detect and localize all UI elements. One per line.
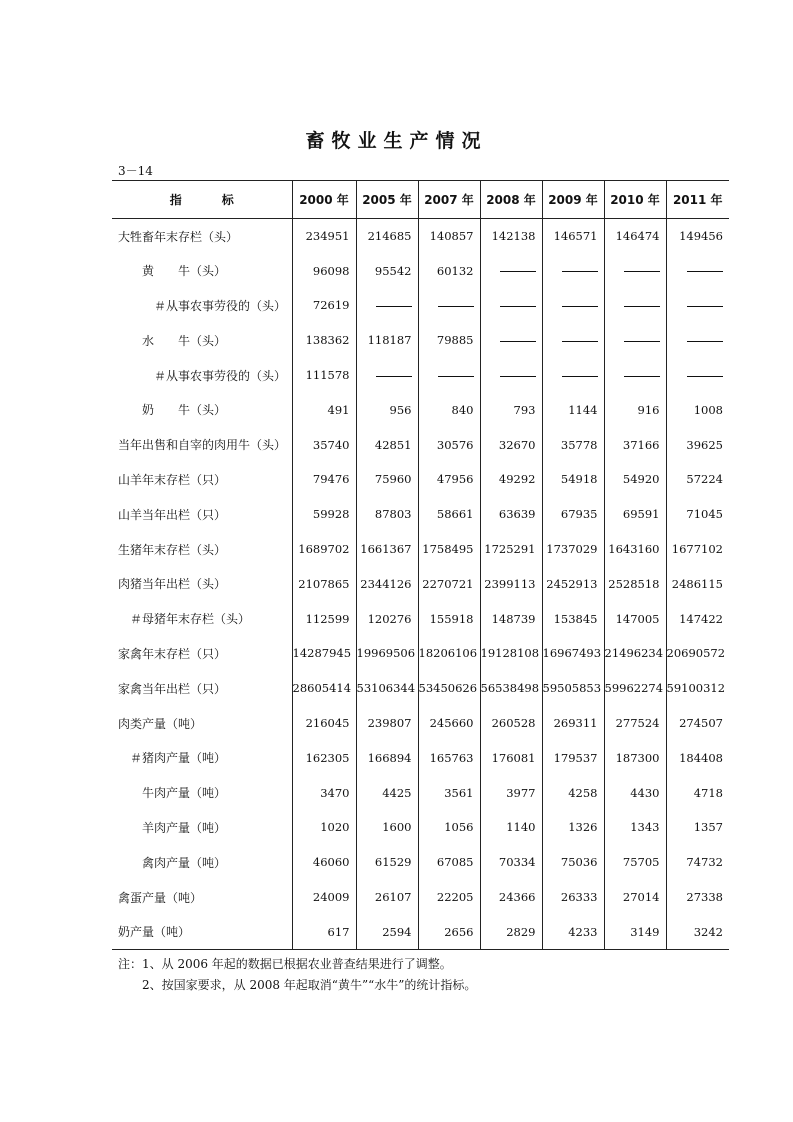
empty-cell-dash: [666, 253, 729, 288]
dash-mark: [687, 376, 723, 377]
cell-value: 1737029: [542, 532, 604, 567]
table-row: [112, 462, 729, 497]
row-label: 禽肉产量（吨）: [142, 855, 227, 870]
cell-value: 140857: [418, 219, 480, 254]
cell-value: 2399113: [480, 566, 542, 601]
cell-value: 2107865: [292, 566, 356, 601]
empty-cell-dash: [418, 358, 480, 393]
table-row: [112, 288, 729, 323]
cell-value: 956: [356, 392, 418, 427]
table-row: [112, 566, 729, 601]
cell-value: 26107: [356, 880, 418, 915]
cell-value: 18206106: [418, 636, 480, 671]
cell-value: 2594: [356, 914, 418, 949]
cell-value: 187300: [604, 740, 666, 775]
empty-cell-dash: [480, 288, 542, 323]
cell-value: 176081: [480, 740, 542, 775]
column-header-year: 2009 年: [542, 181, 604, 219]
dash-mark: [500, 306, 536, 307]
cell-value: 166894: [356, 740, 418, 775]
dash-mark: [500, 271, 536, 272]
cell-value: 149456: [666, 219, 729, 254]
cell-value: 147005: [604, 601, 666, 636]
dash-mark: [687, 306, 723, 307]
cell-value: 111578: [292, 358, 356, 393]
column-header-year: 2008 年: [480, 181, 542, 219]
cell-value: 70334: [480, 845, 542, 880]
cell-value: 37166: [604, 427, 666, 462]
table-row: [112, 323, 729, 358]
table-row: [112, 740, 729, 775]
cell-value: 24366: [480, 880, 542, 915]
cell-value: 142138: [480, 219, 542, 254]
table-row: [112, 532, 729, 567]
cell-value: 87803: [356, 497, 418, 532]
cell-value: 14287945: [292, 636, 356, 671]
empty-cell-dash: [542, 323, 604, 358]
table-header-row: [112, 181, 729, 219]
dash-mark: [687, 341, 723, 342]
cell-value: 46060: [292, 845, 356, 880]
table-row: [112, 392, 729, 427]
cell-value: 42851: [356, 427, 418, 462]
cell-value: 75960: [356, 462, 418, 497]
row-label: 肉猪当年出栏（头）: [118, 577, 227, 592]
cell-value: 21496234: [604, 636, 666, 671]
cell-value: 32670: [480, 427, 542, 462]
empty-cell-dash: [604, 288, 666, 323]
row-label: 家禽年末存栏（只）: [118, 646, 227, 661]
cell-value: 1020: [292, 810, 356, 845]
empty-cell-dash: [666, 358, 729, 393]
empty-cell-dash: [666, 323, 729, 358]
cell-value: 2344126: [356, 566, 418, 601]
empty-cell-dash: [418, 288, 480, 323]
cell-value: 69591: [604, 497, 666, 532]
row-label: 牛肉产量（吨）: [142, 786, 227, 801]
row-label: ＃母猪年末存栏（头）: [130, 612, 251, 627]
row-label: 羊肉产量（吨）: [142, 820, 227, 835]
cell-value: 58661: [418, 497, 480, 532]
table-row: [112, 253, 729, 288]
empty-cell-dash: [604, 323, 666, 358]
dash-mark: [376, 376, 412, 377]
cell-value: 239807: [356, 706, 418, 741]
row-label: 山羊当年出栏（只）: [118, 507, 227, 522]
column-header-year: 2005 年: [356, 181, 418, 219]
row-label: 黄 牛（头）: [142, 264, 227, 279]
row-label: 奶产量（吨）: [112, 914, 292, 949]
cell-value: 1343: [604, 810, 666, 845]
empty-cell-dash: [604, 253, 666, 288]
cell-value: 138362: [292, 323, 356, 358]
row-label: 大牲畜年末存栏（头）: [118, 229, 239, 244]
cell-value: 840: [418, 392, 480, 427]
cell-value: 19128108: [480, 636, 542, 671]
row-label: ＃从事农事劳役的（头）: [154, 298, 287, 313]
dash-mark: [562, 306, 598, 307]
cell-value: 277524: [604, 706, 666, 741]
cell-value: 30576: [418, 427, 480, 462]
cell-value: 74732: [666, 845, 729, 880]
empty-cell-dash: [542, 288, 604, 323]
cell-value: 75036: [542, 845, 604, 880]
footnote: 注：1、从 2006 年起的数据已根据农业普查结果进行了调整。: [118, 957, 452, 971]
cell-value: 214685: [356, 219, 418, 254]
table-body: [112, 219, 729, 950]
dash-mark: [624, 341, 660, 342]
cell-value: 112599: [292, 601, 356, 636]
cell-value: 75705: [604, 845, 666, 880]
cell-value: 49292: [480, 462, 542, 497]
cell-value: 59962274: [604, 671, 666, 706]
cell-value: 1144: [542, 392, 604, 427]
cell-value: 26333: [542, 880, 604, 915]
cell-value: 56538498: [480, 671, 542, 706]
cell-value: 146474: [604, 219, 666, 254]
cell-value: 165763: [418, 740, 480, 775]
table-row: [112, 601, 729, 636]
cell-value: 2452913: [542, 566, 604, 601]
empty-cell-dash: [542, 253, 604, 288]
cell-value: 1758495: [418, 532, 480, 567]
empty-cell-dash: [480, 323, 542, 358]
column-header-year: 2010 年: [604, 181, 666, 219]
cell-value: 1140: [480, 810, 542, 845]
cell-value: 245660: [418, 706, 480, 741]
cell-value: 61529: [356, 845, 418, 880]
table-row: [112, 914, 729, 949]
cell-value: 216045: [292, 706, 356, 741]
dash-mark: [624, 376, 660, 377]
footnote: 2、按国家要求，从 2008 年起取消“黄牛”“水牛”的统计指标。: [142, 978, 477, 992]
cell-value: 234951: [292, 219, 356, 254]
cell-value: 1689702: [292, 532, 356, 567]
cell-value: 47956: [418, 462, 480, 497]
table-row: [112, 775, 729, 810]
cell-value: 57224: [666, 462, 729, 497]
cell-value: 24009: [292, 880, 356, 915]
dash-mark: [562, 341, 598, 342]
row-label: 山羊年末存栏（只）: [118, 472, 227, 487]
dash-mark: [438, 376, 474, 377]
empty-cell-dash: [604, 358, 666, 393]
dash-mark: [687, 271, 723, 272]
cell-value: 53106344: [356, 671, 418, 706]
cell-value: 59100312: [666, 671, 729, 706]
cell-value: 3561: [418, 775, 480, 810]
table-row: [112, 427, 729, 462]
livestock-table: [112, 180, 729, 950]
cell-value: 16967493: [542, 636, 604, 671]
cell-value: 4718: [666, 775, 729, 810]
table-row: [112, 671, 729, 706]
cell-value: 1008: [666, 392, 729, 427]
cell-value: 1661367: [356, 532, 418, 567]
column-header-year: 2000 年: [292, 181, 356, 219]
cell-value: 155918: [418, 601, 480, 636]
row-label: ＃猪肉产量（吨）: [130, 751, 227, 766]
column-header-indicator: 指标: [112, 181, 292, 219]
empty-cell-dash: [356, 288, 418, 323]
cell-value: 20690572: [666, 636, 729, 671]
cell-value: 3149: [604, 914, 666, 949]
cell-value: 4425: [356, 775, 418, 810]
cell-value: 2270721: [418, 566, 480, 601]
empty-cell-dash: [480, 358, 542, 393]
cell-value: 54920: [604, 462, 666, 497]
cell-value: 184408: [666, 740, 729, 775]
cell-value: 27338: [666, 880, 729, 915]
cell-value: 3977: [480, 775, 542, 810]
cell-value: 28605414: [292, 671, 356, 706]
cell-value: 793: [480, 392, 542, 427]
empty-cell-dash: [666, 288, 729, 323]
table-row: [112, 810, 729, 845]
dash-mark: [376, 306, 412, 307]
empty-cell-dash: [480, 253, 542, 288]
cell-value: 54918: [542, 462, 604, 497]
cell-value: 71045: [666, 497, 729, 532]
cell-value: 4258: [542, 775, 604, 810]
cell-value: 35778: [542, 427, 604, 462]
cell-value: 67085: [418, 845, 480, 880]
table-row: [112, 706, 729, 741]
row-label: 水 牛（头）: [142, 333, 227, 348]
table-row: [112, 358, 729, 393]
cell-value: 274507: [666, 706, 729, 741]
cell-value: 147422: [666, 601, 729, 636]
row-label: 当年出售和自宰的肉用牛（头）: [118, 438, 287, 453]
cell-value: 35740: [292, 427, 356, 462]
cell-value: 39625: [666, 427, 729, 462]
empty-cell-dash: [542, 358, 604, 393]
cell-value: 269311: [542, 706, 604, 741]
cell-value: 916: [604, 392, 666, 427]
cell-value: 63639: [480, 497, 542, 532]
row-label: 肉类产量（吨）: [118, 716, 203, 731]
cell-value: 79476: [292, 462, 356, 497]
cell-value: 96098: [292, 253, 356, 288]
cell-value: 1643160: [604, 532, 666, 567]
cell-value: 2829: [480, 914, 542, 949]
table-code: 3－14: [118, 164, 153, 178]
row-label: ＃从事农事劳役的（头）: [154, 368, 287, 383]
table-row: [112, 845, 729, 880]
cell-value: 2656: [418, 914, 480, 949]
cell-value: 1357: [666, 810, 729, 845]
column-header-year: 2007 年: [418, 181, 480, 219]
cell-value: 79885: [418, 323, 480, 358]
cell-value: 72619: [292, 288, 356, 323]
cell-value: 162305: [292, 740, 356, 775]
dash-mark: [624, 306, 660, 307]
table-row: [112, 219, 729, 254]
cell-value: 27014: [604, 880, 666, 915]
cell-value: 120276: [356, 601, 418, 636]
cell-value: 148739: [480, 601, 542, 636]
cell-value: 146571: [542, 219, 604, 254]
cell-value: 19969506: [356, 636, 418, 671]
cell-value: 59505853: [542, 671, 604, 706]
page-title: 畜牧业生产情况: [305, 130, 488, 152]
cell-value: 67935: [542, 497, 604, 532]
cell-value: 4430: [604, 775, 666, 810]
row-label: 生猪年末存栏（头）: [118, 542, 227, 557]
column-header-year: 2011 年: [666, 181, 729, 219]
cell-value: 60132: [418, 253, 480, 288]
dash-mark: [438, 306, 474, 307]
cell-value: 617: [292, 914, 356, 949]
cell-value: 179537: [542, 740, 604, 775]
dash-mark: [562, 271, 598, 272]
table-row: [112, 636, 729, 671]
cell-value: 2528518: [604, 566, 666, 601]
cell-value: 1326: [542, 810, 604, 845]
cell-value: 1056: [418, 810, 480, 845]
cell-value: 1600: [356, 810, 418, 845]
cell-value: 2486115: [666, 566, 729, 601]
footnotes: [118, 954, 476, 996]
cell-value: 22205: [418, 880, 480, 915]
row-label: 奶 牛（头）: [142, 403, 227, 418]
dash-mark: [500, 376, 536, 377]
cell-value: 95542: [356, 253, 418, 288]
cell-value: 3470: [292, 775, 356, 810]
dash-mark: [562, 376, 598, 377]
cell-value: 118187: [356, 323, 418, 358]
cell-value: 53450626: [418, 671, 480, 706]
cell-value: 1725291: [480, 532, 542, 567]
dash-mark: [624, 271, 660, 272]
empty-cell-dash: [356, 358, 418, 393]
cell-value: 153845: [542, 601, 604, 636]
row-label: 禽蛋产量（吨）: [118, 890, 203, 905]
cell-value: 260528: [480, 706, 542, 741]
cell-value: 59928: [292, 497, 356, 532]
cell-value: 3242: [666, 914, 729, 949]
table-row: [112, 497, 729, 532]
row-label: 家禽当年出栏（只）: [118, 681, 227, 696]
table-row: [112, 880, 729, 915]
cell-value: 491: [292, 392, 356, 427]
dash-mark: [500, 341, 536, 342]
cell-value: 1677102: [666, 532, 729, 567]
cell-value: 4233: [542, 914, 604, 949]
